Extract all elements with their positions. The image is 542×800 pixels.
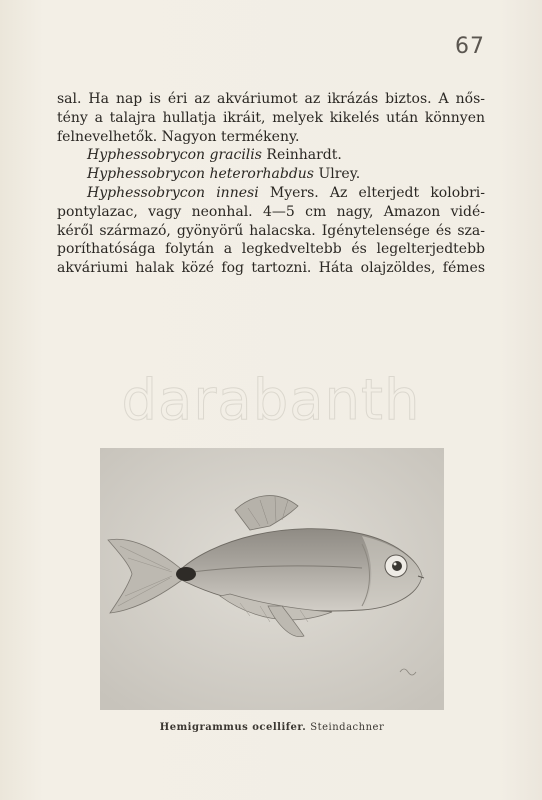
text-line-10: poríthatósága folytán a legkedveltebb és legelterjedtebb — [57, 241, 485, 258]
species-author: Reinhardt. — [266, 147, 342, 164]
species-entry-1 — [57, 146, 485, 165]
text-line-9: kéről származó, gyönyörű halacska. Igénytelensége és sza- — [57, 222, 485, 239]
tail-spot — [176, 567, 196, 581]
species-name: Hyphessobrycon gracilis — [87, 147, 262, 164]
species-entry-3 — [57, 184, 485, 203]
species-description: Myers. Az elterjedt kolobri- — [269, 184, 485, 201]
caption-species: Hemigrammus ocellifer. — [159, 722, 307, 733]
fish-illustration — [100, 448, 444, 710]
species-name: Hyphessobrycon innesi — [87, 184, 259, 201]
figure-caption — [100, 722, 444, 733]
page-number: 67 — [455, 34, 485, 59]
caption-author: Steindachner — [310, 722, 385, 733]
watermark: darabanth — [121, 368, 421, 433]
text-line-8: pontylazac, vagy neonhal. 4—5 cm nagy, Amazon vidé- — [57, 203, 485, 220]
text-line-1: sal. Ha nap is éri az akváriumot az ikrázás biztos. A nős- — [57, 91, 485, 107]
body-text — [57, 90, 485, 278]
species-author: Ulrey. — [318, 166, 361, 183]
species-entry-2 — [57, 165, 485, 184]
fish-drawing — [100, 448, 444, 710]
text-line-3: felnevelhetők. Nagyon termékeny. — [57, 128, 300, 145]
species-name: Hyphessobrycon heterorhabdus — [87, 166, 314, 183]
text-line-11: akváriumi halak közé fog tartozni. Háta olajzöldes, fémes — [57, 260, 485, 277]
text-line-2: tény a talajra hullatja ikráit, melyek kikelés után könnyen — [57, 109, 485, 126]
